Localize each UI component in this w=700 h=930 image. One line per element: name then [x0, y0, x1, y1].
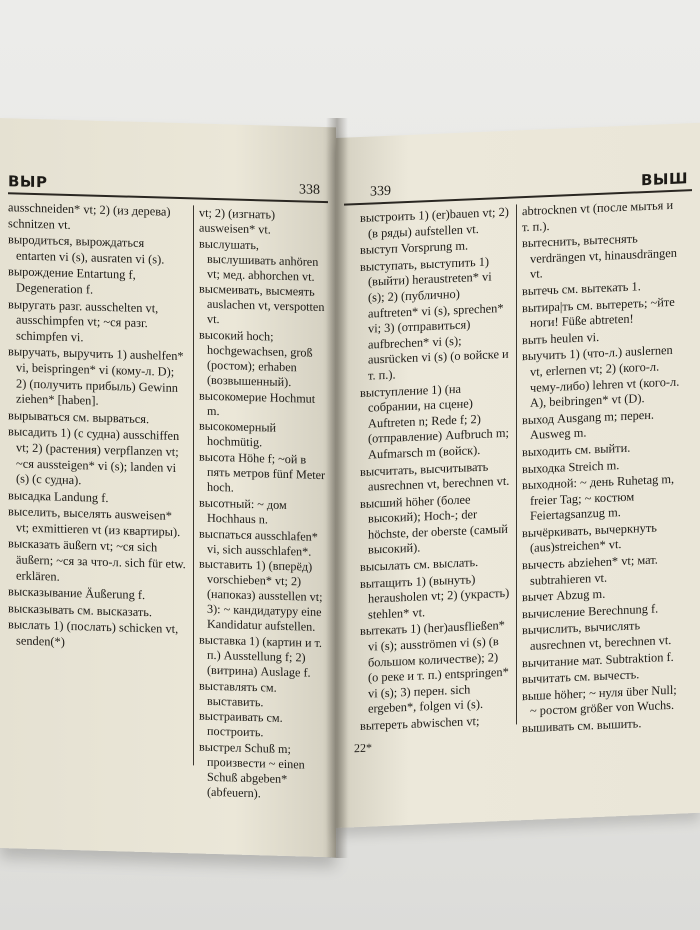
dictionary-entry: выступ Vorsprung m.: [360, 238, 469, 258]
dictionary-entry: vt; 2) (изгнать) ausweisen* vt.: [199, 205, 276, 237]
dictionary-entry: выход Ausgang m; перен. Ausweg m.: [522, 407, 655, 443]
dictionary-entry: выходить см. выйти.: [522, 440, 631, 460]
dictionary-entry: вычисление Berechnung f.: [522, 601, 659, 622]
dictionary-entry: вычет Abzug m.: [522, 586, 606, 605]
dictionary-entry: вычёркивать, вычеркнуть (aus)streichen* vt.: [522, 520, 657, 556]
signature-mark: 22*: [354, 740, 372, 756]
dictionary-entry: выслать 1) (послать) schicken vt, senden(*): [8, 617, 179, 649]
dictionary-entry: выругать разг. ausschelten vt, ausschimpfen vt; ~ся разг. schimpfen vi.: [8, 296, 159, 345]
left-column-1: [8, 200, 186, 655]
left-running-headword: ВЫР: [8, 172, 48, 192]
dictionary-entry: вычесть abziehen* vt; мат. subtrahieren vt.: [522, 552, 658, 588]
dictionary-entry: выставлять см. выставить.: [199, 678, 277, 709]
open-book: [0, 118, 700, 848]
dictionary-entry: выть heulen vi.: [522, 329, 600, 347]
dictionary-entry: выступление 1) (на собрании, на сцене) Auftreten n; Rede f; 2) (отправление) Aufbruch m; Aufmarsch m (войск).: [360, 381, 509, 462]
left-page: [0, 118, 336, 857]
dictionary-entry: выстрел Schuß m; произвести ~ einen Schuß abgeben* (abfeuern).: [199, 739, 305, 801]
dictionary-entry: выходка Streich m.: [522, 457, 620, 476]
dictionary-entry: высказать äußern vt; ~ся sich äußern; ~ся за что-л. sich für etw. erklären.: [8, 536, 186, 584]
dictionary-entry: выспаться ausschlafen* vi, sich ausschlafen*.: [199, 526, 318, 559]
dictionary-entry: высмеивать, высмеять auslachen vt, verspotten vt.: [199, 282, 325, 327]
dictionary-entry: вычитание мат. Subtraktion f.: [522, 649, 674, 670]
left-page-header: [8, 166, 328, 203]
left-column-2: [199, 206, 327, 804]
right-page-number: 339: [370, 183, 391, 200]
dictionary-entry: высокомерный hochmütig.: [199, 419, 277, 450]
dictionary-entry: вытереть abwischen vt;: [360, 713, 480, 733]
dictionary-entry: вычислить, вычислять ausrechnen vt, berechnen vt.: [522, 618, 672, 653]
dictionary-entry: высокий hoch; hochgewachsen, groß (ростом); erhaben (возвышенный).: [199, 327, 313, 389]
dictionary-entry: высказывать см. высказать.: [8, 601, 153, 620]
dictionary-entry: высадить 1) (с судна) ausschiffen vt; 2) (растения) verpflanzen vt; ~ся aussteigen* vi (s); landen vi (s) (с судна).: [8, 424, 180, 488]
left-column-divider: [193, 205, 194, 765]
dictionary-entry: высылать см. выслать.: [360, 555, 479, 575]
dictionary-entry: выродиться, вырождаться entarten vi (s), ausraten vi (s).: [8, 232, 165, 267]
right-page: [336, 123, 700, 828]
dictionary-entry: вырываться см. вырваться.: [8, 407, 150, 426]
dictionary-entry: вытеснить, вытеснять verdrängen vt, hinausdrängen vt.: [522, 231, 677, 282]
dictionary-entry: высчитать, высчитывать ausrechnen vt, berechnen vt.: [360, 459, 510, 494]
dictionary-entry: выучить 1) (что-л.) auslernen vt, erlernen vt; 2) (кого-л. чему-либо) lehren vt (кого-л. A), beibringen* vt (D).: [522, 343, 680, 410]
dictionary-entry: выстроить 1) (er)bauen vt; 2) (в ряды) aufstellen vt.: [360, 204, 509, 241]
dictionary-entry: выходной: ~ день Ruhetag m, freier Tag; ~ костюм Feiertagsanzug m.: [522, 471, 675, 524]
dictionary-entry: выше höher; ~ нуля über Null; ~ ростом größer von Wuchs.: [522, 682, 677, 719]
dictionary-entry: выстраивать см. построить.: [199, 708, 283, 740]
dictionary-entry: выселить, выселять ausweisen* vt; exmittieren vt (из квартиры).: [8, 504, 181, 539]
dictionary-entry: вытира|ть см. вытереть; ~йте ноги! Füße abtreten!: [522, 294, 675, 331]
dictionary-entry: вытечь см. вытекать 1.: [522, 279, 641, 299]
dictionary-entry: выставить 1) (вперёд) vorschieben* vt; 2) (напоказ) ausstellen vt; 3): ~ кандидатуру eine Kandidatur aufstellen.: [199, 557, 323, 634]
dictionary-entry: высота Höhe f; ~ой в пять метров fünf Meter hoch.: [199, 449, 326, 495]
right-running-headword: ВЫШ: [640, 169, 688, 190]
left-page-number: 338: [299, 182, 320, 198]
dictionary-entry: высокомерие Hochmut m.: [199, 388, 316, 418]
dictionary-entry: вытащить 1) (вынуть) herausholen vt; 2) (украсть) stehlen* vt.: [360, 571, 510, 622]
dictionary-entry: выступать, выступить 1) (выйти) heraustreten* vi (s); 2) (публично) auftreten* vi (s), sprechen* vi; 3) (отправиться) aufbrechen* vi (s); ausrücken vi (s) (о войске и т. п.).: [360, 254, 509, 383]
right-column-2: [522, 197, 682, 737]
dictionary-entry: выручать, выручить 1) aushelfen* vi, beispringen* vi (кому-л. D); 2) (получить прибыль) Gewinn ziehen* [haben].: [8, 344, 184, 408]
dictionary-entry: выставка 1) (картин и т. п.) Ausstellung f; 2) (витрина) Auslage f.: [199, 632, 322, 680]
dictionary-entry: вытекать 1) (her)ausfließen* vi (s); ausströmen vi (s) (в большом количестве); 2) (о реке и т. п.) entspringen* vi (s); 3) перен. sich ergeben*, folgen vi (s).: [360, 618, 509, 717]
right-column-1: [360, 205, 510, 736]
dictionary-entry: вырождение Entartung f, Degeneration f.: [8, 264, 136, 297]
dictionary-entry: выслушать, выслушивать anhören vt; мед. abhorchen vt.: [199, 236, 319, 284]
dictionary-entry: вычитать см. вычесть.: [522, 667, 640, 687]
dictionary-entry: высадка Landung f.: [8, 487, 109, 505]
dictionary-entry: ausschneiden* vt; 2) (из дерева) schnitzen vt.: [8, 200, 171, 232]
dictionary-entry: вышивать см. вышить.: [522, 716, 642, 736]
dictionary-entry: высказывание Äußerung f.: [8, 584, 146, 603]
dictionary-entry: высший höher (более высокий); Hoch-; der höchste, der oberste (самый высокий).: [360, 492, 508, 558]
dictionary-entry: abtrocknen vt (после мытья и т. п.).: [522, 197, 674, 234]
right-column-divider: [516, 204, 517, 724]
dictionary-entry: высотный: ~ дом Hochhaus n.: [199, 495, 287, 527]
